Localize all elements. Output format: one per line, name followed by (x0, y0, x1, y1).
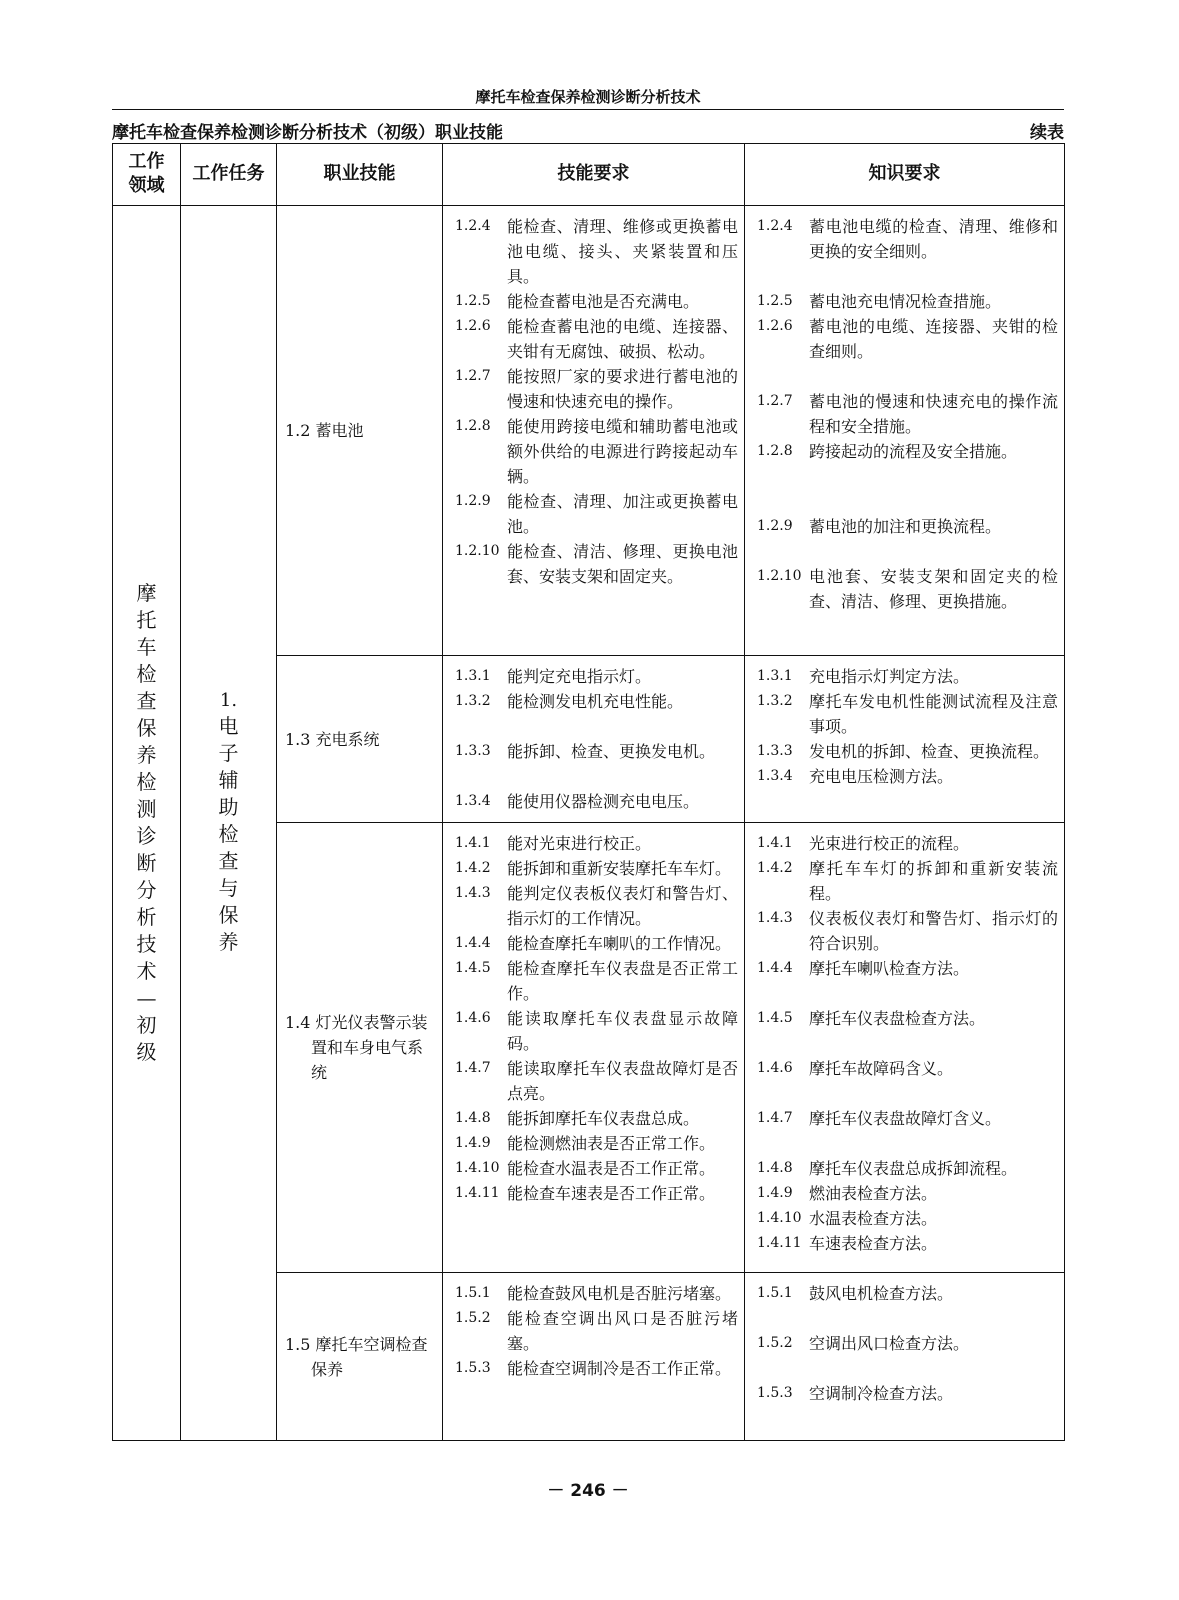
list-item (455, 364, 738, 414)
list-item (757, 1106, 1058, 1131)
item-number: 1.4.2 (757, 860, 793, 877)
item-text: 能判定仪表板仪表灯和警告灯、指示灯的工作情况。 (507, 884, 738, 929)
item-text: 车速表检查方法。 (809, 1234, 938, 1254)
item-text: 摩托车仪表盘检查方法。 (809, 1009, 986, 1029)
item-number: 1.4.3 (757, 910, 793, 927)
item-number: 1.5.1 (455, 1285, 491, 1302)
list-item (757, 389, 1058, 439)
item-number: 1.2.7 (757, 392, 793, 409)
item-text: 光束进行校正的流程。 (809, 834, 970, 854)
item-number: 1.4.8 (757, 1160, 793, 1177)
list-item (455, 314, 738, 364)
item-text: 能拆卸和重新安装摩托车车灯。 (507, 859, 732, 879)
item-number: 1.3.3 (455, 742, 491, 759)
item-number: 1.4.7 (455, 1060, 491, 1077)
item-number: 1.5.3 (455, 1360, 491, 1377)
list-item (455, 1306, 738, 1356)
item-text: 能检查、清理、加注或更换蓄电池。 (507, 491, 738, 536)
item-number: 1.4.1 (757, 835, 793, 852)
list-item (455, 664, 738, 689)
item-text: 摩托车故障码含义。 (809, 1059, 954, 1079)
list-item (757, 1231, 1058, 1256)
item-text: 能拆卸摩托车仪表盘总成。 (507, 1109, 700, 1129)
item-text: 充电指示灯判定方法。 (809, 666, 970, 686)
item-number: 1.2.10 (757, 567, 802, 584)
knowledge-requirements-cell (745, 655, 1065, 823)
continued-label: 续表 (1030, 123, 1064, 143)
item-text: 空调制冷检查方法。 (809, 1384, 954, 1404)
item-number: 1.5.3 (757, 1385, 793, 1402)
item-text: 能检查、清洁、修理、更换电池套、安装支架和固定夹。 (507, 541, 738, 586)
item-number: 1.3.1 (455, 667, 491, 684)
knowledge-requirements-cell (745, 205, 1065, 655)
skill-cell (277, 823, 443, 1273)
work-domain-cell (113, 205, 181, 1440)
item-number: 1.4.5 (455, 960, 491, 977)
page-number: － 246 － (547, 1481, 629, 1501)
header-skill-requirements: 技能要求 (443, 144, 745, 206)
list-item (757, 439, 1058, 464)
item-text: 能检查、清理、维修或更换蓄电池电缆、接头、夹紧装置和压具。 (507, 216, 738, 286)
table-title: 摩托车检查保养检测诊断分析技术（初级）职业技能 (112, 123, 503, 143)
item-text: 摩托车车灯的拆卸和重新安装流程。 (809, 859, 1058, 904)
item-text: 能使用跨接电缆和辅助蓄电池或额外供给的电源进行跨接起动车辆。 (507, 416, 738, 486)
running-head: 摩托车检查保养检测诊断分析技术 (475, 88, 701, 106)
item-number: 1.4.10 (757, 1210, 802, 1227)
task-name: 电子辅助检查与保养 (218, 714, 239, 955)
item-number: 1.4.6 (455, 1010, 491, 1027)
item-number: 1.2.10 (455, 542, 500, 559)
list-item (757, 906, 1058, 956)
list-item (757, 214, 1058, 264)
header-skill: 职业技能 (277, 144, 443, 206)
item-number: 1.2.8 (455, 417, 491, 434)
item-text: 能检查摩托车喇叭的工作情况。 (507, 934, 732, 954)
item-number: 1.4.7 (757, 1110, 793, 1127)
item-number: 1.5.2 (455, 1310, 491, 1327)
item-text: 蓄电池的慢速和快速充电的操作流程和安全措施。 (809, 391, 1058, 436)
item-text: 能检查蓄电池是否充满电。 (507, 291, 700, 311)
item-text: 能检查空调出风口是否脏污堵塞。 (507, 1309, 738, 1354)
list-item (455, 739, 738, 764)
header-domain: 工作领域 (113, 144, 181, 206)
list-item (455, 881, 738, 931)
skill-requirements-cell (443, 1273, 745, 1441)
list-item (455, 289, 738, 314)
item-text: 跨接起动的流程及安全措施。 (809, 441, 1018, 461)
header-task: 工作任务 (181, 144, 277, 206)
item-number: 1.2.4 (455, 217, 491, 234)
skill-label: 1.5 摩托车空调检查保养 (285, 1334, 428, 1379)
skill-requirements-cell (443, 823, 745, 1273)
item-number: 1.4.4 (455, 935, 491, 952)
list-item (757, 831, 1058, 856)
item-text: 摩托车发电机性能测试流程及注意事项。 (809, 691, 1058, 736)
item-number: 1.5.2 (757, 1335, 793, 1352)
list-item (757, 289, 1058, 314)
item-number: 1.4.10 (455, 1160, 500, 1177)
item-text: 鼓风电机检查方法。 (809, 1284, 954, 1304)
item-number: 1.4.5 (757, 1010, 793, 1027)
item-text: 电池套、安装支架和固定夹的检查、清洁、修理、更换措施。 (809, 566, 1058, 611)
header-rule (112, 109, 1064, 110)
list-item (757, 1281, 1058, 1306)
item-number: 1.4.9 (757, 1185, 793, 1202)
list-item (455, 214, 738, 289)
list-item (455, 831, 738, 856)
item-text: 发电机的拆卸、检查、更换流程。 (809, 741, 1050, 761)
list-item (757, 1331, 1058, 1356)
item-text: 能检查空调制冷是否工作正常。 (507, 1359, 732, 1379)
list-item (757, 764, 1058, 789)
table-header-row (113, 144, 1065, 206)
item-number: 1.4.6 (757, 1060, 793, 1077)
skill-label: 1.3 充电系统 (285, 729, 380, 749)
list-item (757, 1056, 1058, 1081)
item-number: 1.3.2 (757, 692, 793, 709)
item-text: 摩托车喇叭检查方法。 (809, 959, 970, 979)
list-item (757, 956, 1058, 981)
item-number: 1.4.4 (757, 960, 793, 977)
list-item (757, 856, 1058, 906)
item-number: 1.3.4 (455, 792, 491, 809)
item-number: 1.2.6 (455, 317, 491, 334)
item-number: 1.2.9 (455, 492, 491, 509)
item-number: 1.3.4 (757, 767, 793, 784)
item-number: 1.2.6 (757, 317, 793, 334)
list-item (455, 689, 738, 714)
item-text: 仪表板仪表灯和警告灯、指示灯的符合识别。 (809, 909, 1058, 954)
skill-cell (277, 205, 443, 655)
list-item (757, 1181, 1058, 1206)
item-text: 能使用仪器检测充电电压。 (507, 791, 700, 811)
item-text: 能读取摩托车仪表盘显示故障码。 (507, 1009, 738, 1054)
item-number: 1.2.8 (757, 442, 793, 459)
item-number: 1.4.9 (455, 1135, 491, 1152)
skills-table (112, 143, 1065, 1441)
item-number: 1.2.4 (757, 217, 793, 234)
item-text: 能检查蓄电池的电缆、连接器、夹钳有无腐蚀、破损、松动。 (507, 316, 738, 361)
list-item (757, 314, 1058, 364)
item-number: 1.3.3 (757, 742, 793, 759)
item-text: 能检测发电机充电性能。 (507, 691, 684, 711)
list-item (757, 1381, 1058, 1406)
skill-cell (277, 655, 443, 823)
list-item (455, 956, 738, 1006)
list-item (455, 489, 738, 539)
list-item (455, 1006, 738, 1056)
item-number: 1.2.9 (757, 517, 793, 534)
item-text: 能按照厂家的要求进行蓄电池的慢速和快速充电的操作。 (507, 366, 738, 411)
skill-label: 1.2 蓄电池 (285, 420, 364, 440)
item-number: 1.4.1 (455, 835, 491, 852)
item-text: 空调出风口检查方法。 (809, 1334, 970, 1354)
item-text: 蓄电池的加注和更换流程。 (809, 516, 1002, 536)
list-item (455, 1181, 738, 1206)
knowledge-requirements-cell (745, 823, 1065, 1273)
list-item (455, 1106, 738, 1131)
item-text: 蓄电池电缆的检查、清理、维修和更换的安全细则。 (809, 216, 1058, 261)
list-item (455, 856, 738, 881)
item-text: 能读取摩托车仪表盘故障灯是否点亮。 (507, 1059, 738, 1104)
list-item (757, 689, 1058, 739)
list-item (455, 931, 738, 956)
skill-cell (277, 1273, 443, 1441)
item-text: 燃油表检查方法。 (809, 1184, 938, 1204)
item-number: 1.4.2 (455, 860, 491, 877)
item-text: 能判定充电指示灯。 (507, 666, 652, 686)
item-number: 1.3.2 (455, 692, 491, 709)
item-number: 1.2.5 (757, 292, 793, 309)
header-knowledge-requirements: 知识要求 (745, 144, 1065, 206)
item-text: 能对光束进行校正。 (507, 834, 652, 854)
list-item (757, 564, 1058, 614)
work-task-cell (181, 205, 277, 1440)
item-text: 能检查车速表是否工作正常。 (507, 1184, 716, 1204)
list-item (757, 514, 1058, 539)
list-item (757, 739, 1058, 764)
item-number: 1.4.3 (455, 885, 491, 902)
item-number: 1.2.7 (455, 367, 491, 384)
item-number: 1.5.1 (757, 1285, 793, 1302)
item-number: 1.4.11 (757, 1235, 802, 1252)
list-item (757, 1156, 1058, 1181)
item-text: 水温表检查方法。 (809, 1209, 938, 1229)
item-text: 能检测燃油表是否正常工作。 (507, 1134, 716, 1154)
item-text: 充电电压检测方法。 (809, 766, 954, 786)
item-text: 蓄电池充电情况检查措施。 (809, 291, 1002, 311)
list-item (455, 539, 738, 589)
skill-requirements-cell (443, 655, 745, 823)
task-number: 1. (219, 690, 238, 712)
list-item (455, 1281, 738, 1306)
list-item (455, 1356, 738, 1381)
list-item (455, 1156, 738, 1181)
list-item (455, 414, 738, 489)
item-text: 能检查水温表是否工作正常。 (507, 1159, 716, 1179)
list-item (455, 789, 738, 814)
list-item (757, 1206, 1058, 1231)
item-text: 能拆卸、检查、更换发电机。 (507, 741, 716, 761)
item-text: 能检查鼓风电机是否脏污堵塞。 (507, 1284, 732, 1304)
item-number: 1.3.1 (757, 667, 793, 684)
list-item (757, 664, 1058, 689)
table-title-row (112, 118, 1064, 143)
skill-requirements-cell (443, 205, 745, 655)
knowledge-requirements-cell (745, 1273, 1065, 1441)
item-text: 摩托车仪表盘故障灯含义。 (809, 1109, 1002, 1129)
item-text: 能检查摩托车仪表盘是否正常工作。 (507, 959, 738, 1004)
item-text: 摩托车仪表盘总成拆卸流程。 (809, 1159, 1018, 1179)
list-item (455, 1131, 738, 1156)
skill-label: 1.4 灯光仪表警示装置和车身电气系统 (285, 1013, 428, 1083)
list-item (757, 1006, 1058, 1031)
item-number: 1.4.11 (455, 1185, 500, 1202)
item-number: 1.2.5 (455, 292, 491, 309)
item-text: 蓄电池的电缆、连接器、夹钳的检查细则。 (809, 316, 1058, 361)
item-number: 1.4.8 (455, 1110, 491, 1127)
list-item (455, 1056, 738, 1106)
table-row (113, 205, 1065, 655)
work-domain: 摩托车检查保养检测诊断分析技术—初级 (136, 580, 157, 1064)
